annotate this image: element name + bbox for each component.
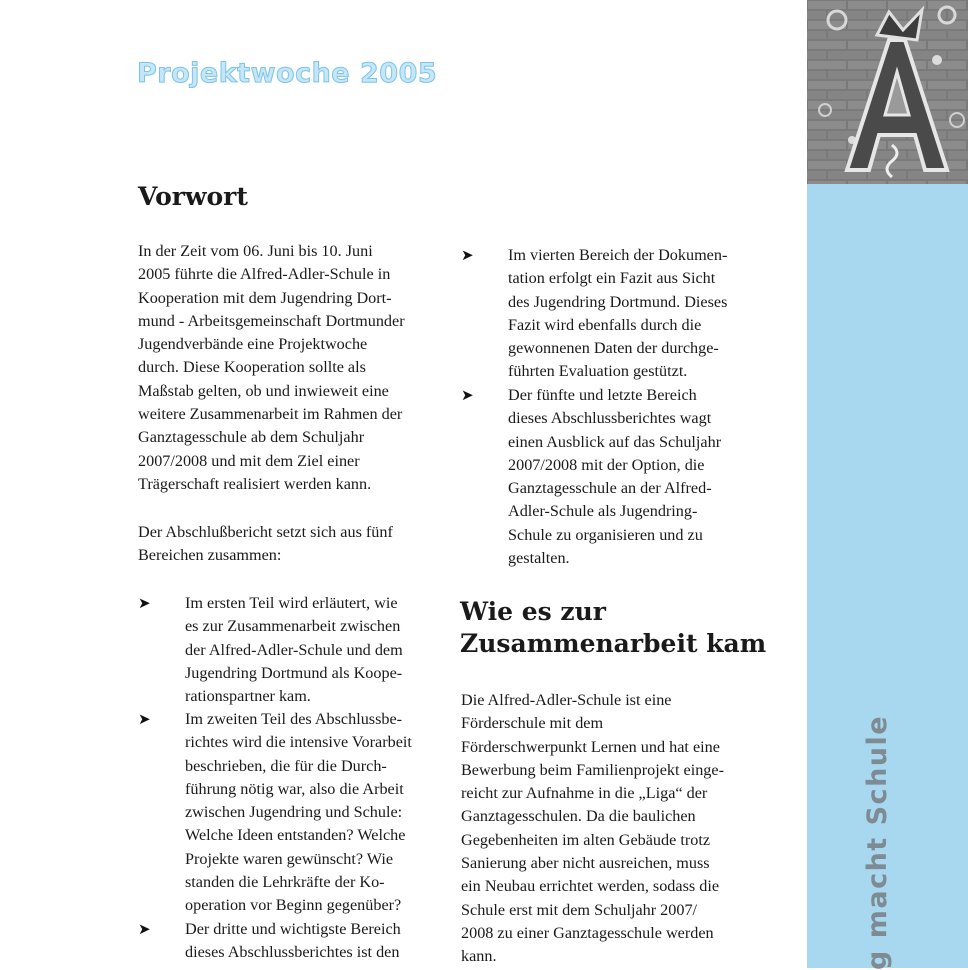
text-line: dieses Abschlussberichtes wagt (508, 409, 712, 428)
text-line: Kooperation mit dem Jugendring Dort- (138, 288, 392, 307)
text-line: Jugendring Dortmund als Koope- (185, 663, 403, 682)
text-line: 2007/2008 und mit dem Ziel einer (138, 451, 360, 470)
arrow-bullet-icon: ➤ (138, 920, 151, 938)
text-line: Maßstab gelten, ob und inwieweit eine (138, 381, 389, 400)
text-line: In der Zeit vom 06. Juni bis 10. Juni (138, 242, 373, 260)
text-line: Fazit wird ebenfalls durch die (508, 315, 702, 334)
text-line: richtes wird die intensive Vorarbeit (185, 733, 412, 752)
title-line: Wie es zur (460, 597, 606, 626)
text-line: rationspartner kam. (185, 687, 311, 706)
text-line: dieses Abschlussberichtes ist den (185, 943, 400, 962)
text-line: Trägerschaft realisiert werden kann. (138, 474, 372, 493)
text-line: beschrieben, die für die Durch- (185, 756, 387, 775)
arrow-bullet-icon: ➤ (461, 246, 474, 264)
text-line: ein Neubau errichtet werden, sodass die (461, 877, 720, 896)
text-line: 2007/2008 mit der Option, die (508, 455, 705, 474)
bullet-text (185, 918, 401, 965)
text-line: Im zweiten Teil des Abschlussbe- (185, 710, 403, 728)
text-line: des Jugendring Dortmund. Dieses (508, 292, 728, 311)
text-line: Gegebenheiten im alten Gebäude trotz (461, 830, 711, 849)
text-line: Bereichen zusammen: (138, 546, 282, 565)
text-line: mund - Arbeitsgemeinschaft Dortmunder (138, 311, 405, 330)
text-line: gestalten. (508, 549, 570, 568)
text-line: Der dritte und wichtigste Bereich (185, 920, 401, 938)
text-line: führung nötig war, also die Arbeit (185, 779, 404, 798)
intro-paragraph (138, 240, 405, 496)
text-line: Ganztagesschulen. Da die baulichen (461, 807, 696, 826)
text-line: Ganztagesschule ab dem Schuljahr (138, 428, 365, 447)
text-line: Der fünfte und letzte Bereich (508, 386, 697, 404)
text-line: Im vierten Bereich der Dokumen- (508, 246, 728, 264)
text-line: einen Ausblick auf das Schuljahr (508, 432, 722, 451)
text-line: Sanierung aber nicht ausreichen, muss (461, 854, 710, 873)
text-line: Die Alfred-Adler-Schule ist eine (461, 691, 672, 709)
text-line: es zur Zusammenarbeit zwischen (185, 617, 401, 636)
text-line: durch. Diese Kooperation sollte als (138, 358, 366, 377)
text-line: der Alfred-Adler-Schule und dem (185, 640, 403, 659)
text-line: weitere Zusammenarbeit im Rahmen der (138, 405, 403, 424)
title-line: Zusammenarbeit kam (460, 629, 767, 658)
arrow-bullet-icon: ➤ (138, 710, 151, 728)
text-line: Schule erst mit dem Schuljahr 2007/ (461, 900, 698, 919)
bullet-text (508, 244, 727, 384)
arrow-bullet-icon: ➤ (461, 386, 474, 404)
text-line: Im ersten Teil wird erläutert, wie (185, 594, 398, 612)
text-line: gewonnenen Daten der durchge- (508, 339, 719, 358)
section-title-zusammenarbeit (460, 596, 766, 660)
bullet-text (185, 592, 403, 708)
text-line: standen die Lehrkräfte der Ko- (185, 873, 385, 892)
sidebar-vertical-text: g macht Schule (862, 714, 893, 970)
text-line: tation erfolgt ein Fazit aus Sicht (508, 269, 716, 288)
text-line: Welche Ideen entstanden? Welche (185, 826, 406, 845)
text-line: Förderschule mit dem (461, 714, 604, 733)
zusammenarbeit-paragraph (461, 689, 724, 969)
text-line: Schule zu organisieren und zu (508, 525, 703, 544)
page-header-title: Projektwoche 2005 (137, 58, 438, 89)
section-title-vorwort: Vorwort (138, 182, 248, 211)
school-logo-image (807, 0, 968, 184)
text-line: Bewerbung beim Familienprojekt einge- (461, 760, 724, 779)
abschluss-paragraph (138, 521, 393, 568)
text-line: reicht zur Aufnahme in die „Liga“ der (461, 784, 708, 803)
graffiti-logo-icon (807, 0, 968, 184)
text-line: 2008 zu einer Ganztagesschule werden (461, 923, 714, 942)
bullet-text (508, 384, 721, 570)
text-line: 2005 führte die Alfred-Adler-Schule in (138, 265, 391, 284)
arrow-bullet-icon: ➤ (138, 594, 151, 612)
text-line: Förderschwerpunkt Lernen und hat eine (461, 737, 720, 756)
text-line: Der Abschlußbericht setzt sich aus fünf (138, 523, 393, 541)
text-line: operation vor Beginn gegenüber? (185, 896, 402, 915)
text-line: kann. (461, 947, 497, 966)
text-line: Projekte waren gewünscht? Wie (185, 849, 394, 868)
text-line: Adler-Schule als Jugendring- (508, 502, 698, 521)
text-line: Jugendverbände eine Projektwoche (138, 335, 368, 354)
text-line: Ganztagesschule an der Alfred- (508, 479, 712, 498)
bullet-text (185, 708, 412, 918)
text-line: zwischen Jugendring und Schule: (185, 803, 403, 822)
text-line: führten Evaluation gestützt. (508, 362, 688, 381)
